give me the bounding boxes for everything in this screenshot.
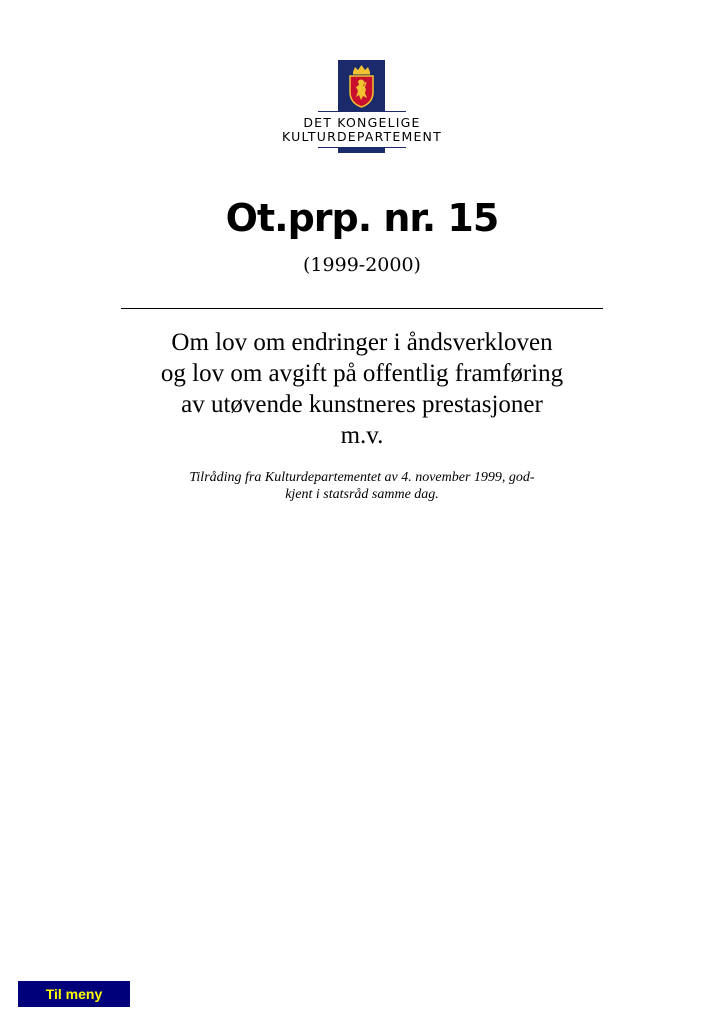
subject-line: m.v. bbox=[340, 422, 384, 449]
coat-of-arms-icon bbox=[338, 60, 385, 112]
department-logo bbox=[268, 60, 456, 156]
subject-line: Om lov om endringer i åndsverkloven bbox=[171, 329, 553, 356]
crown-band bbox=[353, 72, 370, 75]
subject-line: av utøvende kunstneres prestasjoner bbox=[181, 391, 543, 418]
menu-button[interactable]: Til meny bbox=[18, 981, 130, 1007]
document-title: Ot.prp. nr. 15 bbox=[225, 196, 499, 240]
note-line: Tilråding fra Kulturdepartementet av 4. november 1999, god- bbox=[189, 470, 535, 485]
session-years: (1999-2000) bbox=[303, 254, 421, 276]
logo-divider-top bbox=[318, 111, 406, 112]
department-name-line1: DET KONGELIGE bbox=[303, 115, 421, 130]
subject-line: og lov om avgift på offentlig framføring bbox=[160, 360, 564, 387]
logo-base-bar bbox=[338, 147, 385, 153]
document-subject bbox=[130, 327, 594, 451]
note-line: kjent i statsråd samme dag. bbox=[285, 487, 439, 502]
horizontal-rule bbox=[121, 308, 603, 309]
department-name-line2: KULTURDEPARTEMENT bbox=[282, 129, 442, 144]
recommendation-note bbox=[150, 469, 574, 503]
